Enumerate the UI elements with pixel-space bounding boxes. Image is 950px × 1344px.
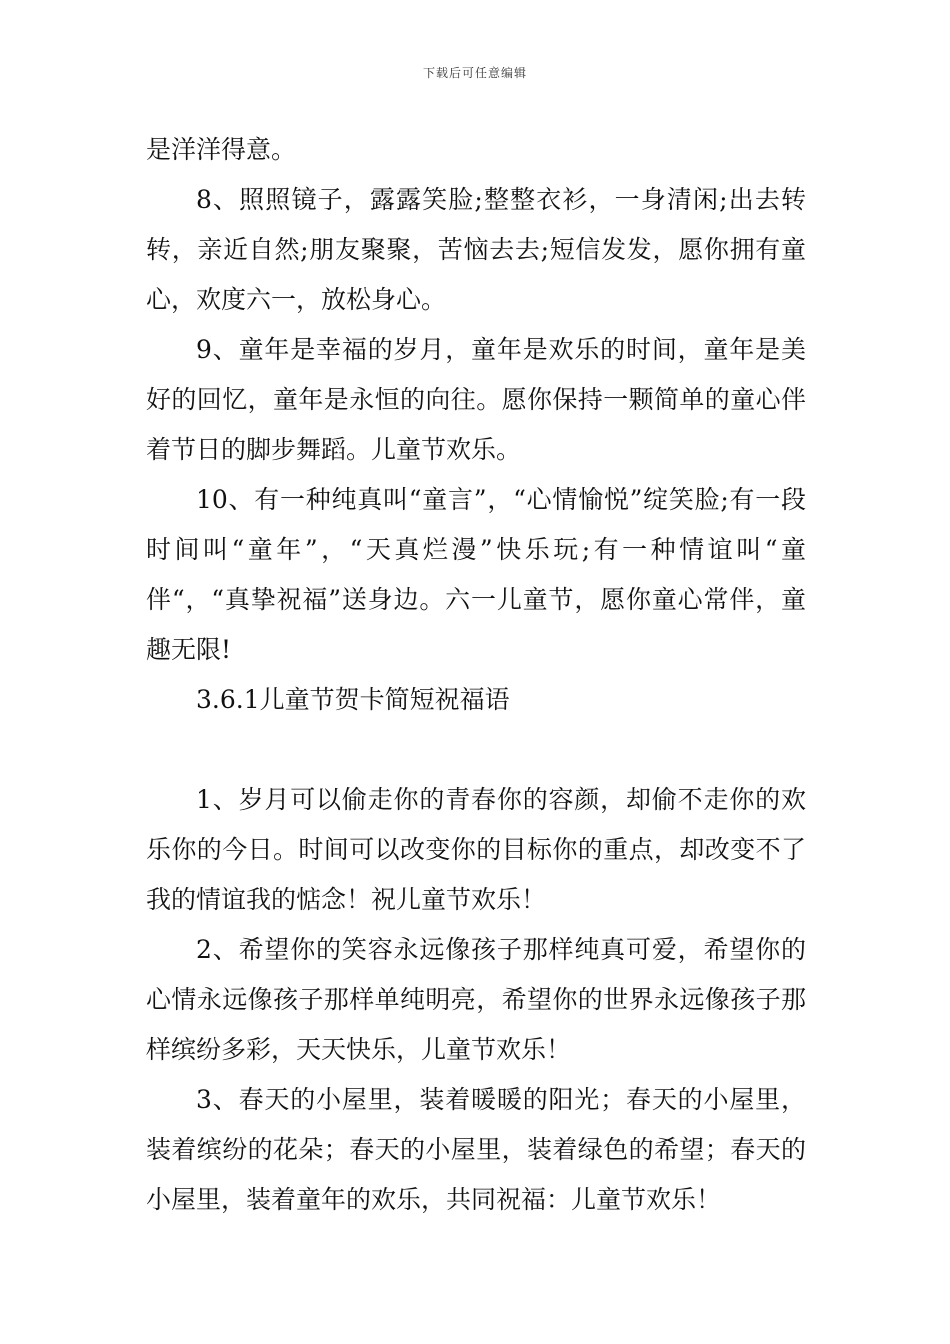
page-header: 下载后可任意编辑 xyxy=(422,66,527,80)
document-body xyxy=(146,125,806,1225)
paragraph-item-8: 8、照照镜子，露露笑脸;整整衣衫，一身清闲;出去转转，亲近自然;朋友聚聚，苦恼去去;短信发发，愿你拥有童心，欢度六一，放松身心。 xyxy=(146,185,806,314)
section-item-2: 2、希望你的笑容永远像孩子那样纯真可爱，希望你的心情永远像孩子那样单纯明亮，希望你的世界永远像孩子那样缤纷多彩，天天快乐，儿童节欢乐！ xyxy=(146,935,806,1064)
paragraph-item-10: 10、有一种纯真叫“童言”，“心情愉悦”绽笑脸;有一段时间叫“童年”，“天真烂漫”快乐玩;有一种情谊叫“童伴“，“真挚祝福”送身边。六一儿童节，愿你童心常伴，童趣无限! xyxy=(146,485,806,664)
paragraph-item-9: 9、童年是幸福的岁月，童年是欢乐的时间，童年是美好的回忆，童年是永恒的向往。愿你保持一颗简单的童心伴着节日的脚步舞蹈。儿童节欢乐。 xyxy=(146,335,806,464)
section-item-1: 1、岁月可以偷走你的青春你的容颜，却偷不走你的欢乐你的今日。时间可以改变你的目标你的重点，却改变不了我的情谊我的惦念！祝儿童节欢乐！ xyxy=(146,785,806,914)
blank-line xyxy=(146,725,806,775)
section-heading: 3.6.1儿童节贺卡简短祝福语 xyxy=(196,685,510,714)
paragraph-continuation: 是洋洋得意。 xyxy=(146,135,297,164)
section-item-3: 3、春天的小屋里，装着暖暖的阳光；春天的小屋里，装着缤纷的花朵；春天的小屋里，装着绿色的希望；春天的小屋里，装着童年的欢乐，共同祝福：儿童节欢乐！ xyxy=(146,1085,806,1214)
